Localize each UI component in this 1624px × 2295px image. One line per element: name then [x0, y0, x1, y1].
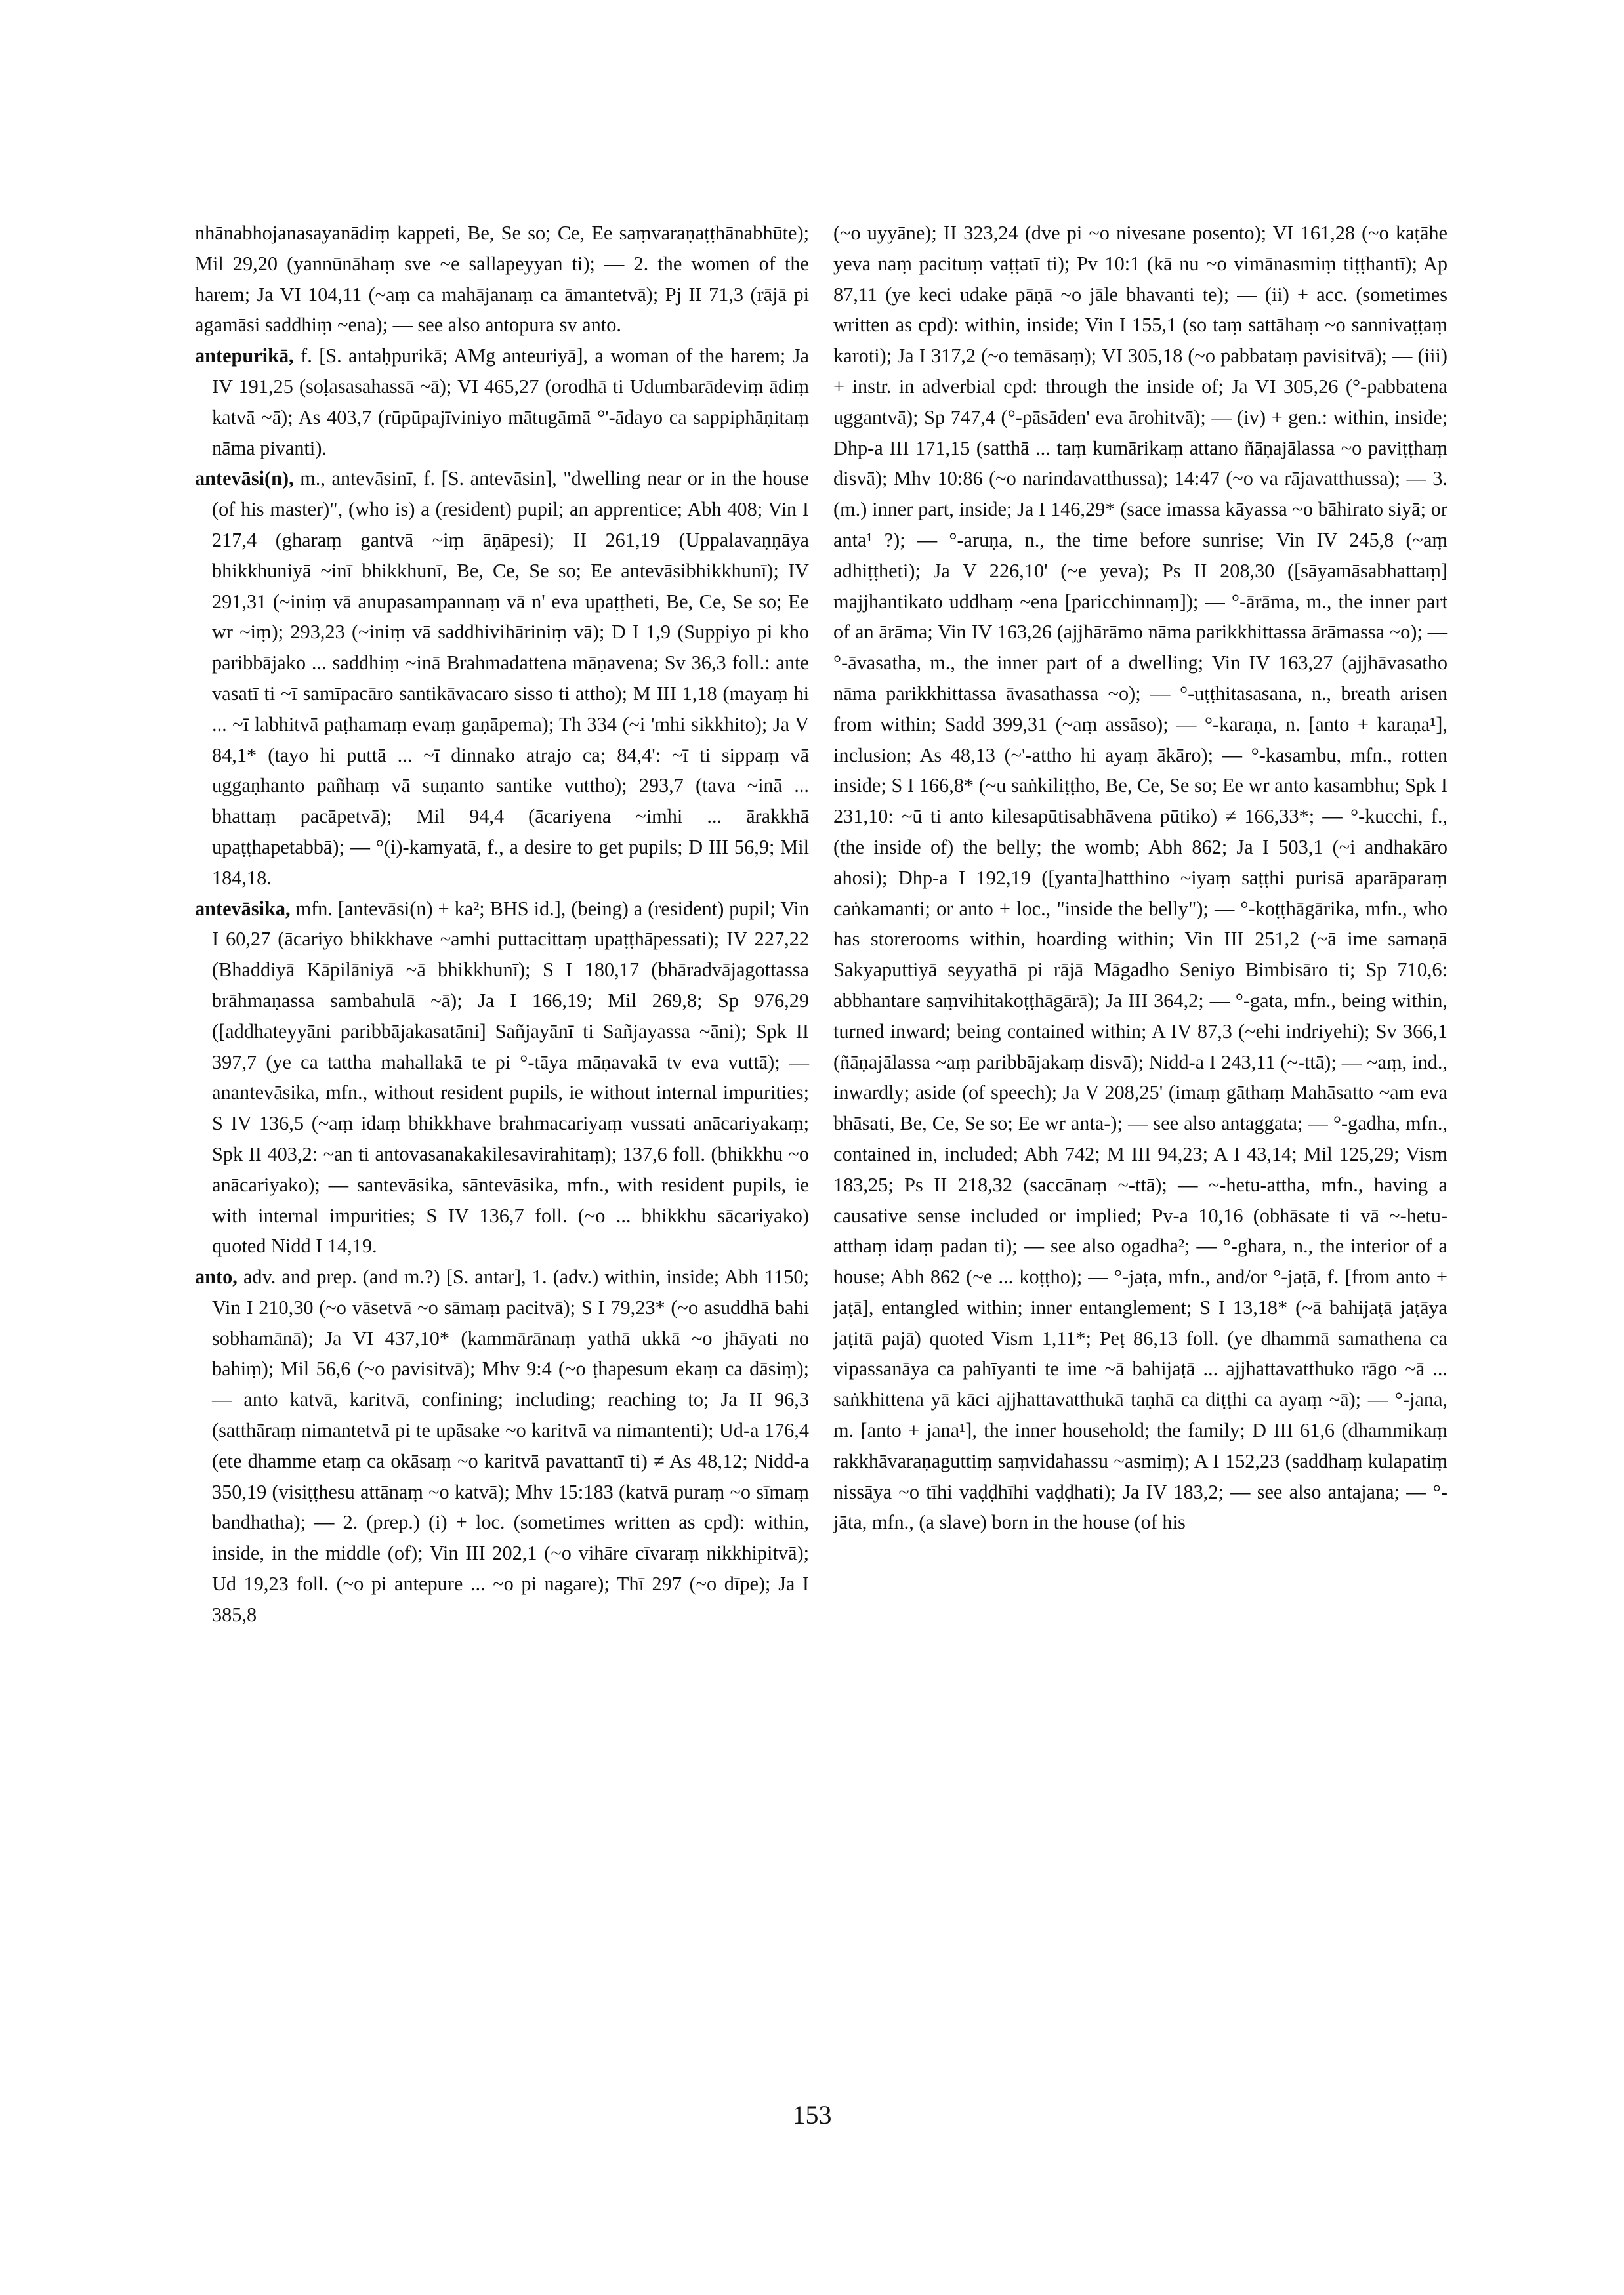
headword: anto, [195, 1266, 238, 1289]
entry-continuation: (~o uyyāne); II 323,24 (dve pi ~o nivesane posento); VI 161,28 (~o kaṭāhe yeva naṃ pacituṃ vaṭṭatī ti); Pv 10:1 (kā nu ~o vimānasmiṃ tiṭṭhantī); Ap 87,11 (ye keci udake pāṇā ~o jāle bhavanti te); — (ii) + acc. (sometimes written as cpd): within, inside; Vin I 155,1 (so taṃ sattāhaṃ ~o sannivaṭṭaṃ karoti); Ja I 317,2 (~o temāsaṃ); VI 305,18 (~o pabbataṃ pavisitvā); — (iii) + instr. in adverbial cpd: through the inside of; Ja VI 305,26 (°-pabbatena uggantvā); Sp 747,4 (°-pāsāden' eva ārohitvā); — (iv) + gen.: within, inside; Dhp-a III 171,15 (satthā ... taṃ kumārikaṃ attano ñāṇajālassa ~o paviṭṭhaṃ disvā); Mhv 10:86 (~o narindavatthussa); 14:47 (~o va rājavatthussa); — 3. (m.) inner part, inside; Ja I 146,29* (sace imassa kāyassa ~o bāhirato siyā; or anta¹ ?); — °-aruṇa, n., the time before sunrise; Vin IV 245,8 (~aṃ adhiṭṭheti); Ja V 226,10' (~e yeva); Ps II 208,30 ([sāyamāsabhattaṃ] majjhantikato uddhaṃ ~ena [paricchinnaṃ]); — °-ārāma, m., the inner part of an ārāma; Vin IV 163,26 (ajjhārāmo nāma parikkhittassa ārāmassa ~o); — °-āvasatha, m., the inner part of a dwelling; Vin IV 163,27 (ajjhāvasatho nāma parikkhittassa āvasathassa ~o); — °-uṭṭhitasasana, n., breath arisen from within; Sadd 399,31 (~aṃ assāso); — °-karaṇa, n. [anto + karaṇa¹], inclusion; As 48,13 (~'-attho hi ayaṃ ākāro); — °-kasambu, mfn., rotten inside; S I 166,8* (~u saṅkiliṭṭho, Be, Ce, Se so; Ee wr anto kasambhu; Spk I 231,10: ~ū ti anto kilesapūtisabhāvena pūtiko) ≠ 166,33*; — °-kucchi, f., (the inside of) the belly; the womb; Abh 862; Ja I 503,1 (~i andhakāro ahosi); Dhp-a I 192,19 ([yanta]hatthino ~iyaṃ saṭṭhi purisā aparāparaṃ caṅkamanti; or anto + loc., "inside the belly"); — °-koṭṭhāgārika, mfn., who has storerooms within, hoarding within; Vin III 251,2 (~ā ime samaṇā Sakyaputtiyā seyyathā pi rājā Māgadho Seniyo Bimbisāro ti; Sp 710,6: abbhantare saṃvihitakoṭṭhāgārā); Ja III 364,2; — °-gata, mfn., being within, turned inward; being contained within; A IV 87,3 (~ehi indriyehi); Sv 366,1 (ñāṇajālassa ~aṃ paribbājakaṃ disvā); Nidd-a I 243,11 (~-ttā); — ~aṃ, ind., inwardly; aside (of speech); Ja V 208,25' (imaṃ gāthaṃ Mahāsatto ~am eva bhāsati, Be, Ce, Se so; Ee wr anta-); — see also antaggata; — °-gadha, mfn., contained in, included; Abh 742; M III 94,23; A I 43,14; Mil 125,29; Vism 183,25; Ps II 218,32 (saccānaṃ ~-ttā); — ~-hetu-attha, mfn., having a causative sense included or implied; Pv-a 10,16 (obhāsate ti vā ~-hetu-atthaṃ idaṃ padan ti); — see also ogadha²; — °-ghara, n., the interior of a house; Abh 862 (~e ... koṭṭho); — °-jaṭa, mfn., and/or °-jaṭā, f. [from anto + jaṭā], entangled within; inner entanglement; S I 13,18* (~ā bahijaṭā jaṭāya jaṭitā pajā) quoted Vism 1,11*; Peṭ 86,13 foll. (ye dhammā samathena ca vipassanāya ca pahīyanti te ime ~ā bahijaṭā ... ajjhattavatthuko rāgo ~ā ... saṅkhittena yā kāci ajjhattavatthukā taṇhā ca diṭṭhi ca ayaṃ ~ā); — °-jana, m. [anto + jana¹], the inner household; the family; D III 61,6 (dhammikaṃ rakkhāvaraṇaguttiṃ saṃvidahassu ~asmiṃ); A I 152,23 (saddhaṃ kulapatiṃ nissāya ~o tīhi vaḍḍhīhi vaḍḍhati); Ja IV 183,2; — see also antajana; — °-jāta, mfn., (a slave) born in the house (of his [833, 222, 1447, 1534]
entry-anto [195, 1262, 809, 1630]
headword: antevāsika, [195, 897, 291, 920]
headword: antepurikā, [195, 344, 294, 367]
entry-body: m., antevāsinī, f. [S. antevāsin], "dwelling near or in the house (of his master)", (who is) a (resident) pupil; an apprentice; Abh 408; Vin I 217,4 (gharaṃ gantvā ~iṃ āṇāpesi); II 261,19 (Uppalavaṇṇāya bhikkhuniyā ~inī bhikkhunī, Be, Ce, Se so; Ee antevāsibhikkhunī); IV 291,31 (~iniṃ vā anupasampannaṃ vā n' eva upaṭṭheti, Be, Ce, Se so; Ee wr ~iṃ); 293,23 (~iniṃ vā saddhivihāriniṃ vā); D I 1,9 (Suppiyo pi kho paribbājako ... saddhiṃ ~inā Brahmadattena māṇavena; Sv 36,3 foll.: ante vasatī ti ~ī samīpacāro santikāvacaro sisso ti attho); M III 1,18 (mayaṃ hi ... ~ī labhitvā paṭhamaṃ evaṃ gaṇāpema); Th 334 (~i 'mhi sikkhito); Ja V 84,1* (tayo hi puttā ... ~ī dinnako atrajo ca; 84,4': ~ī ti sippaṃ vā uggaṇhanto pañhaṃ vā suṇanto santike vuttho); 293,7 (tava ~inā ... bhattaṃ pacāpetvā); Mil 94,4 (ācariyena ~imhi ... ārakkhā upaṭṭhapetabbā); — °(i)-kamyatā, f., a desire to get pupils; D III 56,9; Mil 184,18. [212, 467, 809, 889]
entry-body: mfn. [antevāsi(n) + ka²; BHS id.], (being) a (resident) pupil; Vin I 60,27 (ācariyo bhikkhave ~amhi puttacittaṃ upaṭṭhāpessati); IV 227,22 (Bhaddiyā Kāpilāniyā ~ā bhikkhunī); S I 180,17 (bhāradvājagottassa brāhmaṇassa sambahulā ~ā); Ja I 166,19; Mil 269,8; Sp 976,29 ([addhateyyāni paribbājakasatāni] Sañjayānī ti Sañjayassa ~āni); Spk II 397,7 (ye ca tattha mahallakā te pi °-tāya māṇavakā tv eva vuttā); — anantevāsika, mfn., without resident pupils, ie without internal impurities; S IV 136,5 (~aṃ idaṃ bhikkhave brahmacariyaṃ vussati anācariyakaṃ; Spk II 403,2: ~an ti antovasanakakilesavirahitaṃ); 137,6 foll. (bhikkhu ~o anācariyako); — santevāsika, sāntevāsika, mfn., with resident pupils, ie with internal impurities; S IV 136,7 foll. (~o ... bhikkhu sācariyako) quoted Nidd I 14,19. [212, 897, 809, 1258]
page-number: 153 [792, 2100, 832, 2130]
left-column [195, 218, 809, 1630]
entry-antevasika [195, 894, 809, 1262]
right-column [833, 218, 1447, 1538]
entry-body: adv. and prep. (and m.?) [S. antar], 1. (adv.) within, inside; Abh 1150; Vin I 210,30 (~o vāsetvā ~o sāmaṃ pacitvā); S I 79,23* (~o asuddhā bahi sobhamānā); Ja VI 437,10* (kammārānaṃ yathā ukkā ~o jhāyati no bahiṃ); Mil 56,6 (~o pavisitvā); Mhv 9:4 (~o ṭhapesum ekaṃ ca dāsiṃ); — anto katvā, karitvā, confining; including; reaching to; Ja II 96,3 (satthāraṃ nimantetvā pi te upāsake ~o karitvā va nimantenti); Ud-a 176,4 (ete dhamme etaṃ ca okāsaṃ ~o karitvā pavattantī ti) ≠ As 48,12; Nidd-a 350,19 (visiṭṭhesu attānaṃ ~o katvā); Mhv 15:183 (katvā puraṃ ~o sīmaṃ bandhatha); — 2. (prep.) (i) + loc. (sometimes written as cpd): within, inside, in the middle (of); Vin III 202,1 (~o vihāre cīvaraṃ nikkhipitvā); Ud 19,23 foll. (~o pi antepure ... ~o pi nagare); Thī 297 (~o dīpe); Ja I 385,8 [212, 1266, 809, 1626]
entry-antevasin [195, 463, 809, 893]
entry-antepurika [195, 341, 809, 463]
entry-body: f. [S. antaḥpurikā; AMg anteuriyā], a woman of the harem; Ja IV 191,25 (soḷasasahassā ~ā); VI 465,27 (orodhā ti Udumbarādeviṃ ādiṃ katvā ~ā); As 403,7 (rūpūpajīviniyo mātugāmā °'-ādayo ca sappiphāṇitaṃ nāma pivanti). [212, 344, 809, 459]
entry-continuation: nhānabhojanasayanādiṃ kappeti, Be, Se so; Ce, Ee saṃvaraṇaṭṭhānabhūte); Mil 29,20 (yannūnāhaṃ sve ~e sallapeyyan ti); — 2. the women of the harem; Ja VI 104,11 (~aṃ ca mahājanaṃ ca āmantetvā); Pj II 71,3 (rājā pi agamāsi saddhiṃ ~ena); — see also antopura sv anto. [195, 222, 809, 337]
headword: antevāsi(n), [195, 467, 294, 490]
